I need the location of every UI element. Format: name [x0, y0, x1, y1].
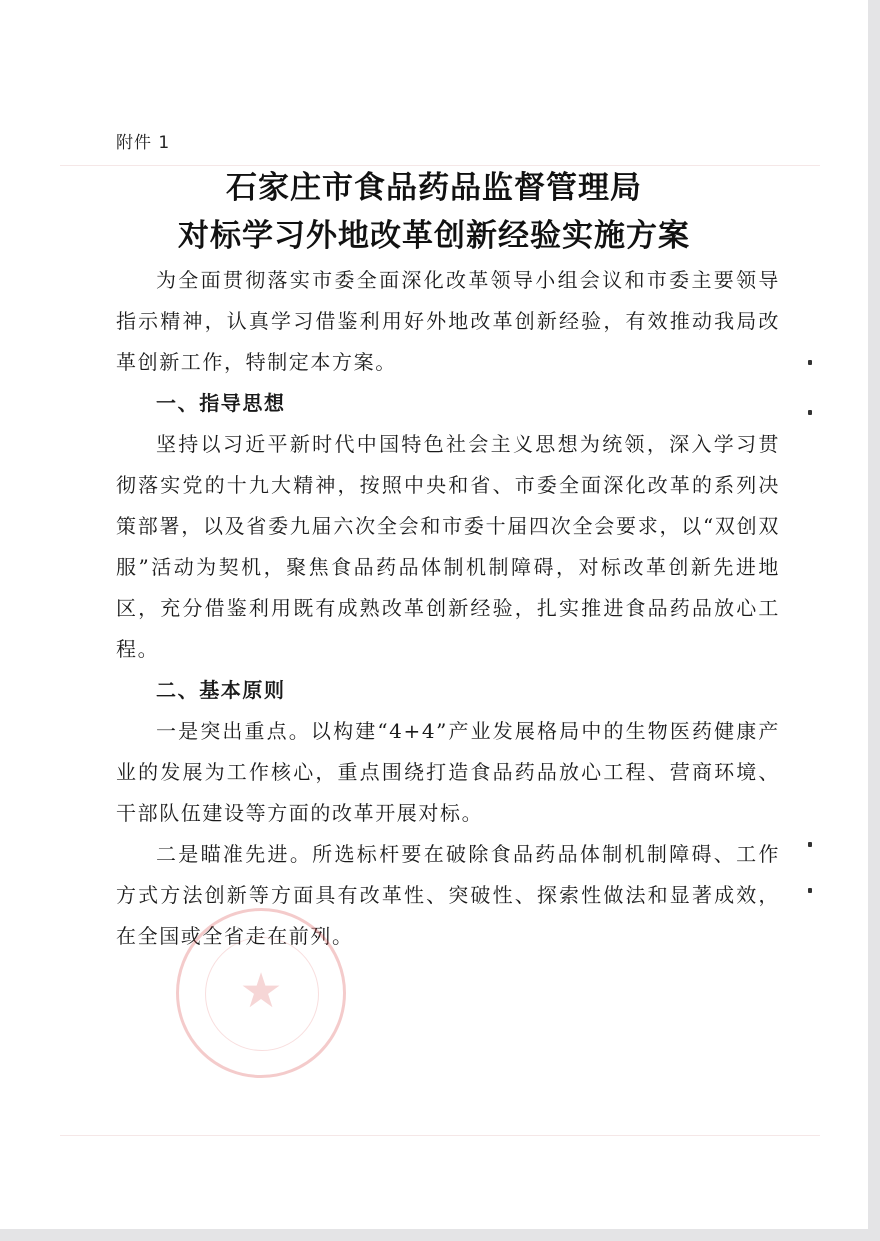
principle-paragraph-2: 二是瞄准先进。所选标杆要在破除食品药品体制机制障碍、工作方式方法创新等方面具有改革性、突破性、探索性做法和显著成效，在全国或全省走在前列。 [116, 842, 780, 948]
section-heading-basic-principles: 二、基本原则 [156, 678, 286, 702]
bleed-through-line [60, 1135, 820, 1136]
intro-paragraph: 为全面贯彻落实市委全面深化改革领导小组会议和市委主要领导指示精神，认真学习借鉴利用好外地改革创新经验，有效推动我局改革创新工作，特制定本方案。 [116, 268, 780, 374]
scan-speck [808, 360, 812, 365]
scan-speck [808, 842, 812, 847]
scan-speck [808, 888, 812, 893]
document-title-line-1: 石家庄市食品药品监督管理局 [226, 170, 642, 206]
guiding-thought-paragraph: 坚持以习近平新时代中国特色社会主义思想为统领，深入学习贯彻落实党的十九大精神，按照中央和省、市委全面深化改革的系列决策部署，以及省委九届六次全会和市委十届四次全会要求，以“双创双服”活动为契机，聚焦食品药品体制机制障碍，对标改革创新先进地区，充分借鉴利用既有成熟改革创新经验，扎实推进食品药品放心工程。 [116, 432, 780, 661]
document-body [116, 260, 780, 957]
document-title-line-2: 对标学习外地改革创新经验实施方案 [178, 218, 690, 254]
scan-speck [808, 410, 812, 415]
principle-paragraph-1: 一是突出重点。以构建“4+4”产业发展格局中的生物医药健康产业的发展为工作核心，重点围绕打造食品药品放心工程、营商环境、干部队伍建设等方面的改革开展对标。 [116, 719, 780, 825]
attachment-label: 附件 1 [116, 133, 171, 153]
official-seal-icon [176, 908, 346, 1078]
section-heading-guiding-thought: 一、指导思想 [156, 391, 286, 415]
seal-star-icon: ★ [239, 963, 283, 1019]
